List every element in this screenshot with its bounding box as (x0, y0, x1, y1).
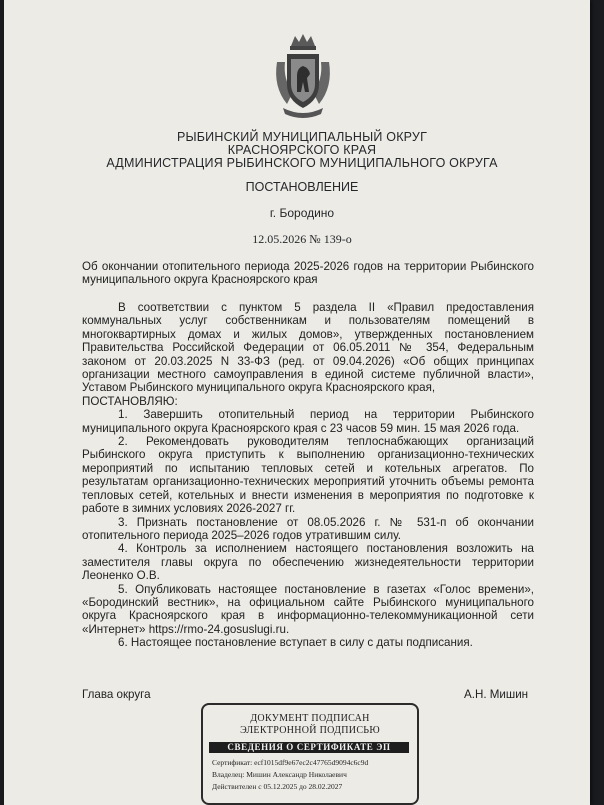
item-3: 3. Признать постановление от 08.05.2026 г. № 531-п об окончании отопительного периода 2025–2026 годов утратившим силу. (82, 515, 534, 542)
preamble: В соответствии с пунктом 5 раздела II «Правил предоставления коммунальных услуг собственникам и пользователям помещений в многоквартирных домах и жилых домов», утвержденных постановлением Правительства Российской Федерации от 06.05.2011 № 354, Федеральным законом от 20.03.2025 N 33-ФЗ (ред. от 09.04.2026) «Об общих принципах организации местного самоуправления в единой системе публичной власти», Уставом Рыбинского муниципального округа Красноярского края, (82, 301, 534, 395)
item-5: 5. Опубликовать настоящее постановление в газетах «Голос времени», «Бородинский вестник», на официальном сайте Рыбинского муниципального округа Красноярского края в информационно-телекоммуникационной сети «Интернет» https://rmo-24.gosuslugi.ru. (82, 582, 534, 636)
document-type: ПОСТАНОВЛЕНИЕ (245, 180, 359, 194)
coat-of-arms-emblem (273, 32, 333, 118)
document-subject: Об окончании отопительного периода 2025-2026 годов на территории Рыбинского муниципального округа Красноярского края (82, 260, 534, 287)
header-line-2: КРАСНОЯРСКОГО КРАЯ (227, 143, 377, 157)
electronic-signature-stamp (201, 703, 419, 805)
date-number: 12.05.2026 № 139-о (252, 232, 352, 246)
header-line-3: АДМИНИСТРАЦИЯ РЫБИНСКОГО МУНИЦИПАЛЬНОГО ОКРУГА (106, 156, 498, 170)
document-body (82, 301, 534, 650)
stamp-line-2: ЭЛЕКТРОННОЙ ПОДПИСЬЮ (240, 725, 380, 736)
header-line-1: РЫБИНСКИЙ МУНИЦИПАЛЬНЫЙ ОКРУГ (176, 130, 428, 144)
place-name: г. Бородино (269, 206, 335, 220)
stamp-certificate-bar: СВЕДЕНИЯ О СЕРТИФИКАТЕ ЭП (209, 742, 409, 753)
item-1: 1. Завершить отопительный период на территории Рыбинского муниципального округа Красноярского края с 23 часов 59 мин. 15 мая 2026 года. (82, 408, 534, 435)
signature-position: Глава округа (82, 688, 151, 701)
stamp-certificate: Сертификат: ecf1015df9e67ec2c47765d9094c6c9d (212, 758, 369, 767)
resolve-word: ПОСТАНОВЛЯЮ: (82, 394, 178, 408)
stamp-owner: Владелец: Мишин Александр Николаевич (212, 770, 347, 779)
item-4: 4. Контроль за исполнением настоящего постановления возложить на заместителя главы округа по обеспечению жизнедеятельности территории Леоненко О.В. (82, 542, 534, 583)
signature-name: А.Н. Мишин (464, 688, 529, 701)
item-2: 2. Рекомендовать руководителям теплоснабжающих организаций Рыбинского округа приступить к выполнению организационно-технических мероприятий по испытанию тепловых сетей и котельных агрегатов. По результатам организационно-технических мероприятий уточнить объемы ремонта тепловых сетей, котельных и внести изменения в мероприятия по подготовке к работе в зимних условиях 2026-2027 гг. (82, 435, 534, 516)
item-6: 6. Настоящее постановление вступает в силу с даты подписания. (118, 636, 473, 650)
stamp-line-1: ДОКУМЕНТ ПОДПИСАН (250, 713, 370, 724)
stamp-valid: Действителен с 05.12.2025 до 28.02.2027 (212, 782, 343, 791)
